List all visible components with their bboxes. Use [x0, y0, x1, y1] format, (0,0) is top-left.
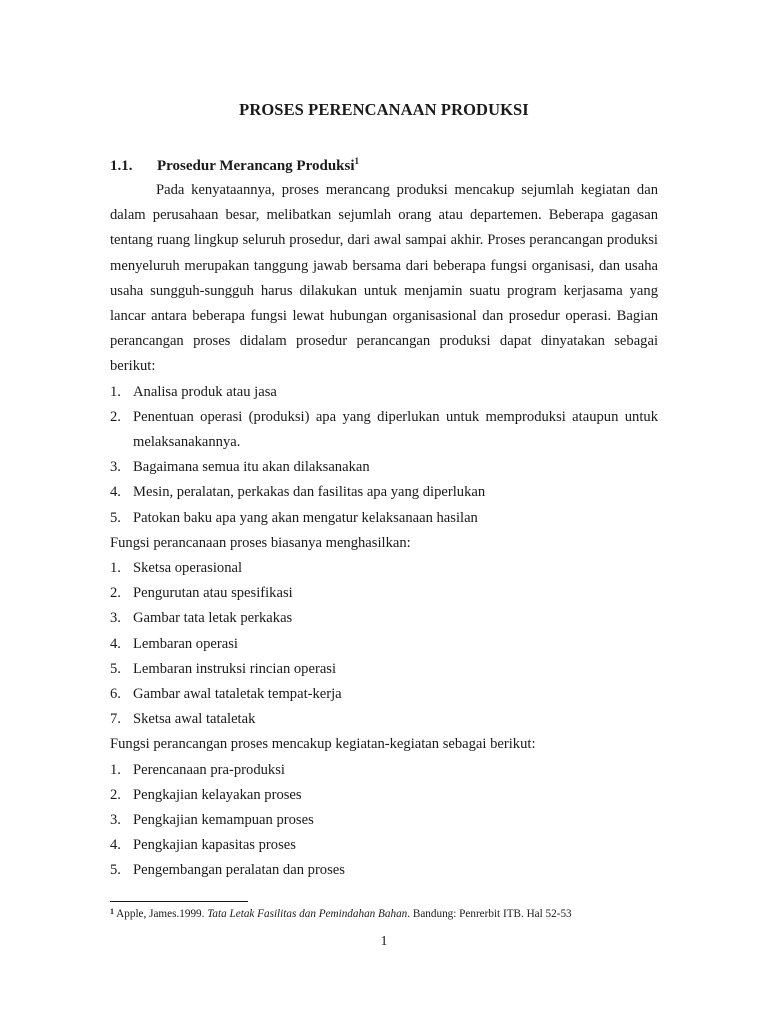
list-item-text: Bagaimana semua itu akan dilaksanakan [133, 459, 370, 476]
list-item [110, 632, 658, 657]
list-item [110, 380, 658, 405]
list-item [110, 682, 658, 707]
footnote [110, 907, 572, 920]
list-item-text: Lembaran instruksi rincian operasi [133, 660, 337, 677]
list-item-text: Pengkajian kemampuan proses [133, 812, 314, 829]
list-item [110, 657, 658, 682]
list-item-number: 3. [110, 610, 121, 627]
list-item-number: 5. [110, 862, 121, 879]
list-item-text: Penentuan operasi (produksi) apa yang diperlukan untuk memproduksi ataupun untuk melaksanakannya. [133, 408, 658, 451]
list-outputs [110, 556, 658, 732]
list-item-text: Pengurutan atau spesifikasi [133, 585, 293, 602]
page-number: 1 [380, 934, 388, 949]
footnote-marker: 1 [110, 907, 114, 916]
list-item [110, 455, 658, 480]
list-item-number: 1. [110, 761, 121, 778]
list-item-text: Gambar tata letak perkakas [133, 610, 293, 627]
list-item [110, 606, 658, 631]
list-item-number: 4. [110, 484, 121, 501]
list-item [110, 405, 658, 455]
list-procedure-steps [110, 380, 658, 531]
list-item-number: 6. [110, 686, 121, 703]
list-item-number: 4. [110, 635, 121, 652]
list-item-text: Pengkajian kapasitas proses [133, 837, 296, 854]
list-item-number: 4. [110, 837, 121, 854]
list-activities [110, 758, 658, 884]
footnote-divider [110, 901, 248, 902]
list-item-number: 2. [110, 786, 121, 803]
list-item [110, 833, 658, 858]
list-item [110, 506, 658, 531]
list-item [110, 858, 658, 883]
list-item [110, 556, 658, 581]
list-item [110, 581, 658, 606]
list-item-text: Analisa produk atau jasa [133, 383, 277, 400]
list-item-text: Lembaran operasi [133, 635, 238, 652]
list-item-text: Pengembangan peralatan dan proses [133, 862, 345, 879]
list-item [110, 808, 658, 833]
footnote-publication: . Bandung: Penrerbit ITB. Hal 52-53 [407, 908, 572, 920]
list-item-number: 3. [110, 459, 121, 476]
document-title: PROSES PERENCANAAN PRODUKSI [239, 100, 529, 119]
list-item-number: 1. [110, 383, 121, 400]
list-item-text: Gambar awal tataletak tempat-kerja [133, 686, 342, 703]
list-item-number: 5. [110, 509, 121, 526]
section-number: 1.1. [110, 158, 133, 174]
section-heading [110, 156, 359, 175]
footnote-reference: 1 [354, 156, 360, 166]
list-item [110, 707, 658, 732]
list-item [110, 758, 658, 783]
list-item-text: Patokan baku apa yang akan mengatur kelaksanaan hasilan [133, 509, 478, 526]
body-text [110, 178, 658, 884]
list-item-number: 2. [110, 408, 121, 425]
list-outputs-intro: Fungsi perancanaan proses biasanya menghasilkan: [110, 534, 411, 551]
list-item-number: 1. [110, 560, 121, 577]
list-activities-intro: Fungsi perancangan proses mencakup kegiatan-kegiatan sebagai berikut: [110, 736, 536, 753]
list-item-text: Pengkajian kelayakan proses [133, 786, 302, 803]
intro-paragraph: Pada kenyataannya, proses merancang produksi mencakup sejumlah kegiatan dan dalam perusahaan besar, melibatkan sejumlah orang atau departemen. Beberapa gagasan tentang ruang lingkup seluruh prosedur, dari awal sampai akhir. Proses perancangan produksi menyeluruh merupakan tanggung jawab bersama dari beberapa fungsi organisasi, dan usaha usaha sungguh-sungguh harus dilakukan untuk menjamin suatu program kerjasama yang lancar antara beberapa fungsi lewat hubungan organisasional dan prosedur operasi. Bagian perancangan proses didalam prosedur perancangan produksi dapat dinyatakan sebagai berikut: [110, 182, 658, 375]
list-item-text: Sketsa operasional [133, 560, 243, 577]
list-item-text: Sketsa awal tataletak [133, 711, 256, 728]
footnote-book-title: Tata Letak Fasilitas dan Pemindahan Bahan [207, 908, 408, 920]
list-item-number: 3. [110, 812, 121, 829]
section-title: Prosedur Merancang Produksi [157, 158, 355, 174]
list-item-text: Mesin, peralatan, perkakas dan fasilitas apa yang diperlukan [133, 484, 486, 501]
list-item-number: 7. [110, 711, 121, 728]
footnote-author: Apple, James.1999. [114, 908, 208, 920]
list-item [110, 783, 658, 808]
list-item-text: Perencanaan pra-produksi [133, 761, 285, 778]
list-item-number: 5. [110, 660, 121, 677]
list-item [110, 480, 658, 505]
list-item-number: 2. [110, 585, 121, 602]
